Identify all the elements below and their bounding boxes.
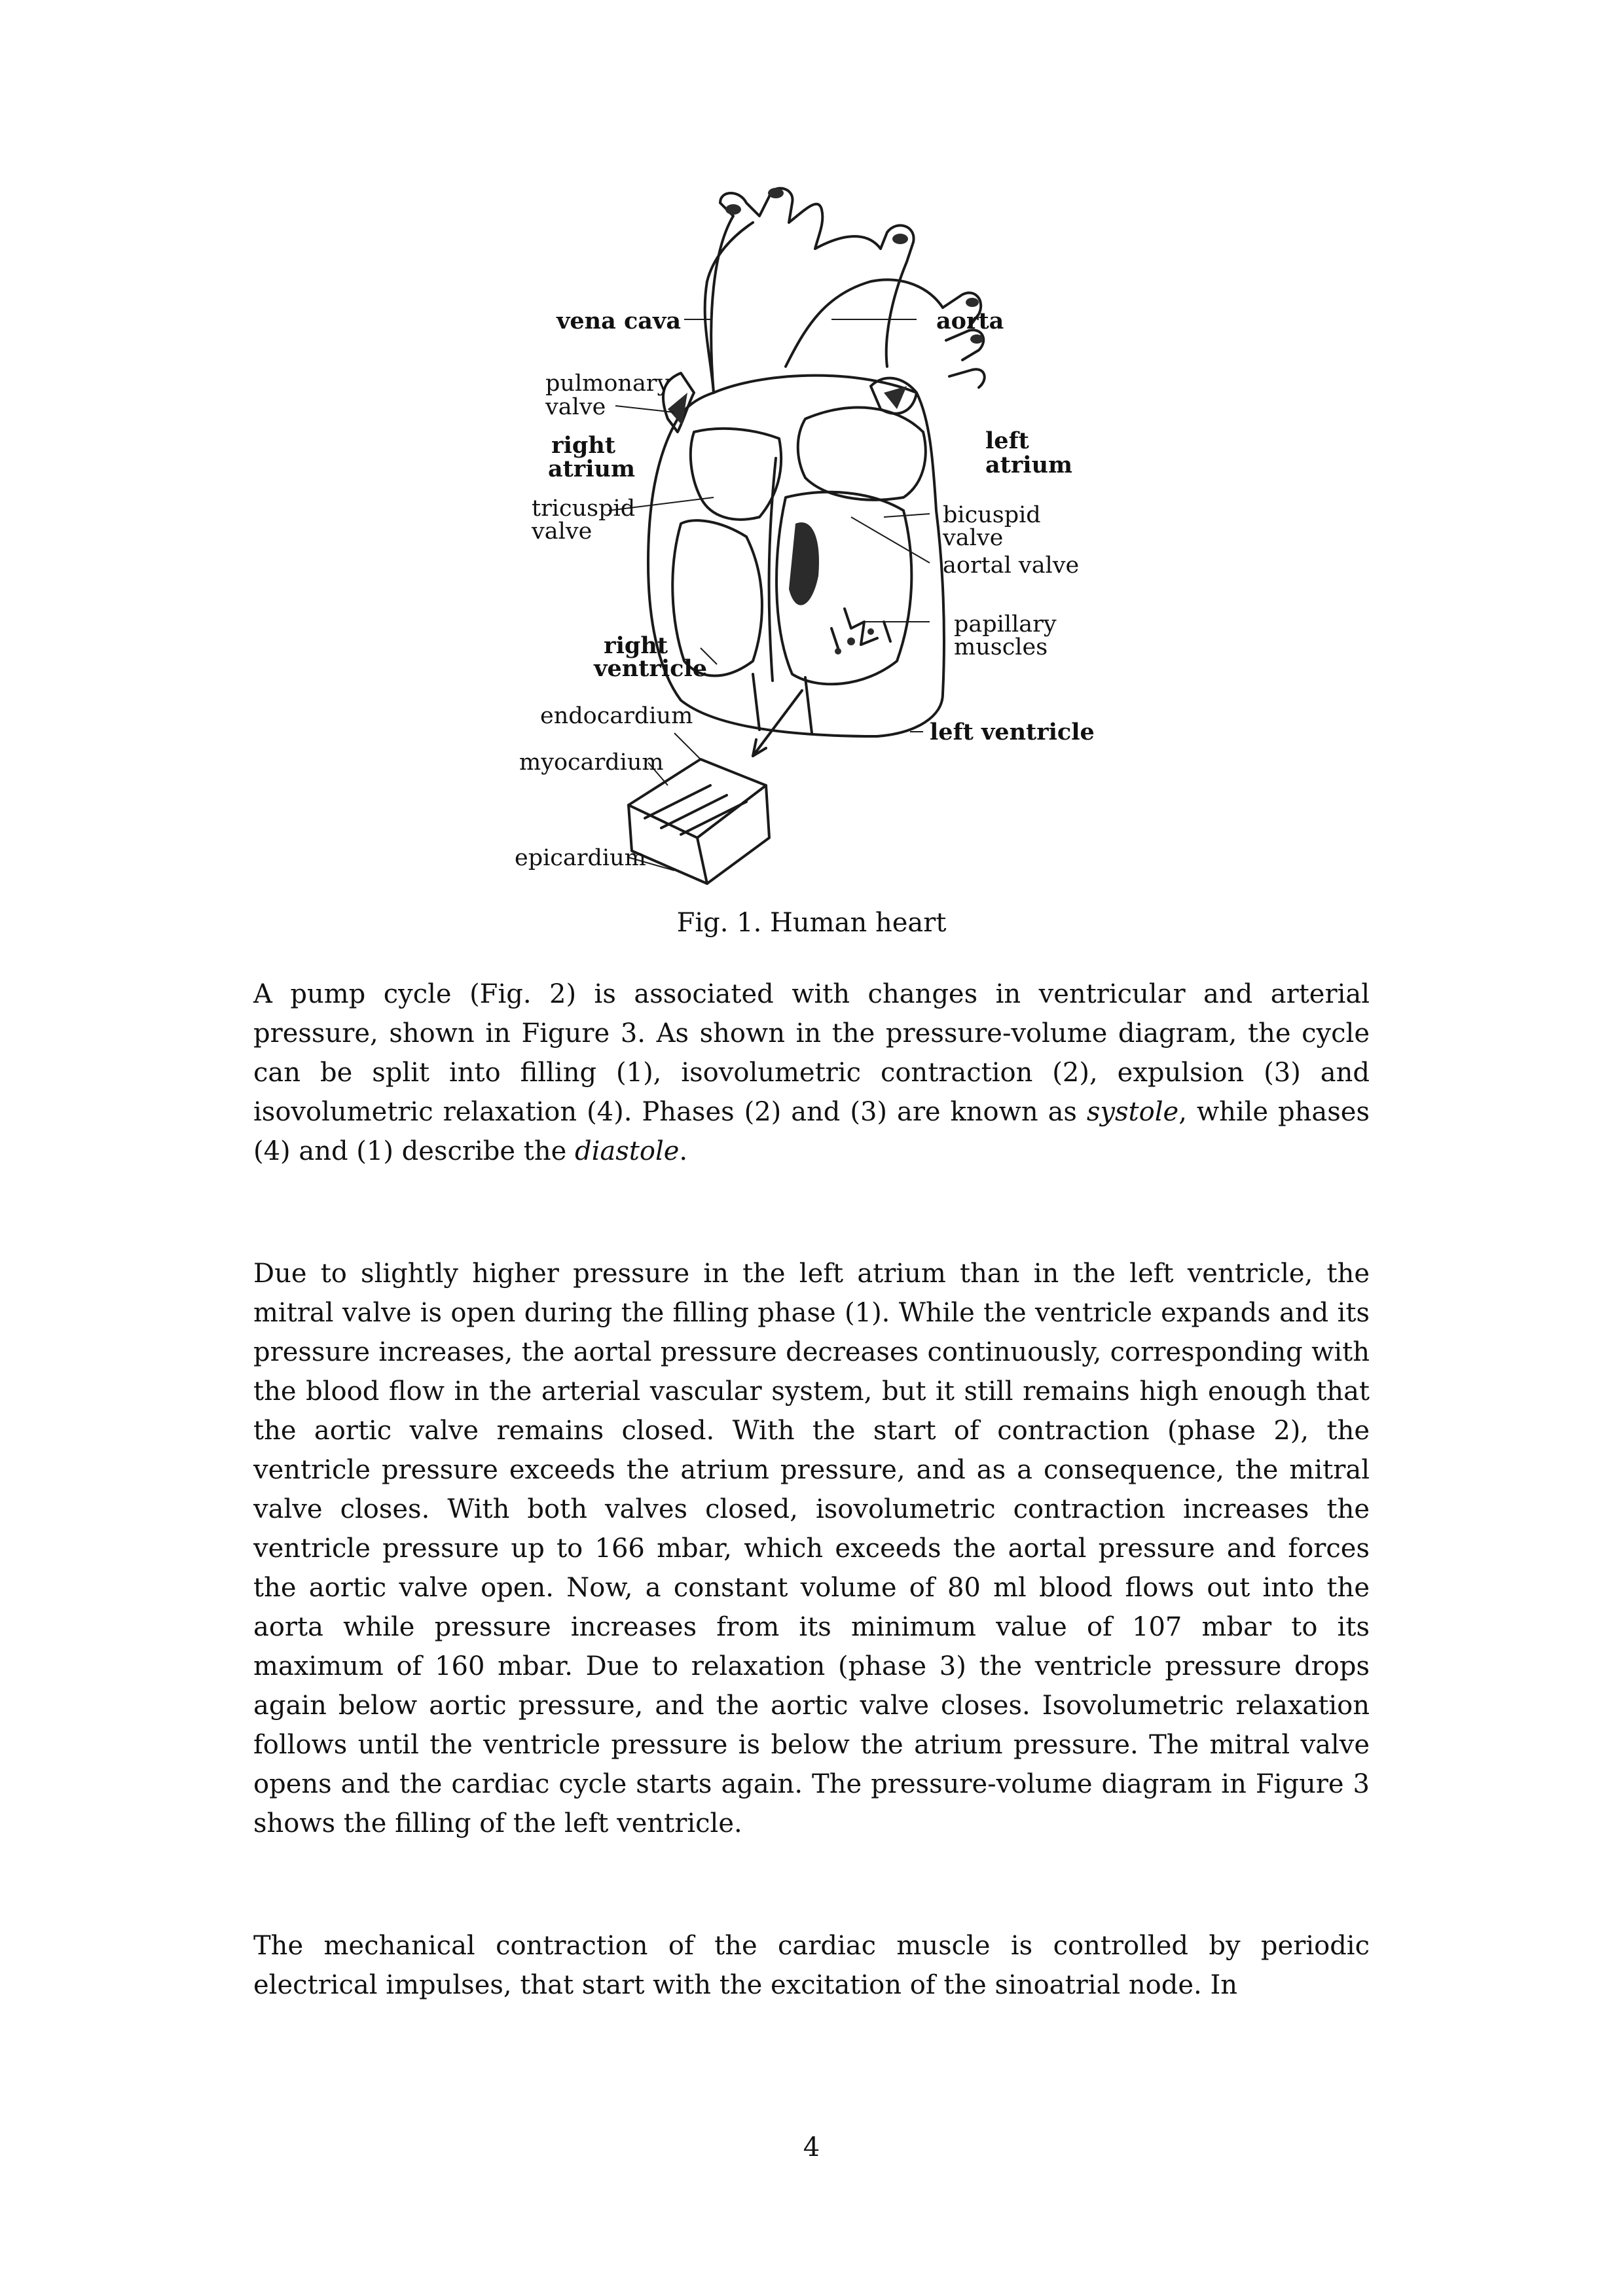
- right-ventricle-chamber: [672, 520, 762, 675]
- vessel-opening-1: [725, 204, 741, 215]
- tissue-arrow: [753, 691, 802, 756]
- label-pulmonary-valve-line2: valve: [545, 394, 606, 420]
- label-pulmonary-valve-line1: pulmonary: [545, 370, 670, 397]
- label-right-atrium-line2: atrium: [547, 456, 635, 482]
- leader-aortal-valve: [851, 517, 930, 563]
- vessel-opening-5: [970, 334, 983, 344]
- heart-diagram: [0, 0, 1623, 916]
- tissue-block-layers: [629, 785, 766, 884]
- valve-leaflet-2: [884, 386, 907, 409]
- label-papillary-muscles-line2: muscles: [954, 634, 1048, 660]
- page-number: 4: [803, 2132, 820, 2162]
- label-tricuspid-valve-line1: tricuspid: [532, 495, 636, 522]
- papillary-muscle-shape: [831, 609, 890, 648]
- label-endocardium: endocardium: [540, 703, 693, 729]
- label-bicuspid-valve-line2: valve: [943, 525, 1004, 551]
- papillary-dot-2: [867, 628, 874, 635]
- label-aorta: aorta: [936, 308, 1004, 334]
- vessel-opening-3: [892, 234, 908, 244]
- figure-caption: Fig. 1. Human heart: [676, 908, 947, 938]
- label-aortal-valve: aortal valve: [943, 552, 1080, 579]
- papillary-dot-1: [847, 637, 855, 645]
- label-right-ventricle-line1: right: [604, 632, 668, 659]
- paragraph-1-part3: .: [679, 1136, 688, 1166]
- paragraph-1-part2: , while phases (4) and (1) describe the: [253, 1097, 1370, 1166]
- ventricle-shadow: [789, 522, 819, 605]
- paragraph-3: The mechanical contraction of the cardiac muscle is controlled by periodic electrical impulses, that start with the excitation of the sinoatrial node. In: [253, 1931, 1370, 2000]
- vessel-opening-4: [966, 298, 979, 307]
- label-epicardium: epicardium: [515, 845, 646, 871]
- label-tricuspid-valve-line2: valve: [532, 518, 593, 545]
- paragraph-1: [253, 975, 1370, 1171]
- label-papillary-muscles-line1: papillary: [954, 611, 1057, 637]
- label-right-ventricle-line2: ventricle: [594, 655, 707, 682]
- right-atrium-chamber: [691, 429, 781, 520]
- label-myocardium: myocardium: [519, 749, 664, 776]
- vessel-opening-2: [768, 188, 784, 198]
- leader-endocardium: [674, 733, 701, 759]
- paragraph-2: Due to slightly higher pressure in the left atrium than in the left ventricle, the mitral valve is open during the filling phase (1). While the ventricle expands and its pressure increases, the aortal pressure decreases continuously, corresponding with the blood flow in the arterial vascular system, but it still remains high enough that the aortic valve remains closed. With the start of contraction (phase 2), the ventricle pressure exceeds the atrium pressure, and as a consequence, the mitral valve closes. With both valves closed, isovolumetric contraction increases the ventricle pressure up to 166 mbar, which exceeds the aortal pressure and forces the aortic valve open. Now, a constant volume of 80 ml blood flows out into the aorta while pressure increases from its minimum value of 107 mbar to its maximum of 160 mbar. Due to relaxation (phase 3) the ventricle pressure drops again below aortic pressure, and the aortic valve closes. Isovolumetric relaxation follows until the ventricle pressure is below the atrium pressure. The mitral valve opens and the cardiac cycle starts again. The pressure-volume diagram in Figure 3 shows the filling of the left ventricle.: [253, 1259, 1370, 1839]
- label-left-ventricle: left ventricle: [930, 719, 1095, 745]
- label-bicuspid-valve-line1: bicuspid: [943, 502, 1041, 528]
- leader-bicuspid-valve: [884, 514, 930, 517]
- term-systole: systole: [1086, 1097, 1179, 1127]
- term-diastole: diastole: [575, 1136, 680, 1166]
- papillary-dot-3: [835, 648, 841, 655]
- heart-figure: [0, 0, 1623, 956]
- label-left-atrium-line1: left: [985, 427, 1029, 454]
- label-vena-cava: vena cava: [556, 308, 681, 334]
- aorta-arch: [711, 188, 913, 393]
- label-left-atrium-line2: atrium: [985, 452, 1073, 478]
- label-right-atrium-line1: right: [551, 432, 615, 459]
- pulmonary-artery: [786, 279, 943, 367]
- tissue-block: [629, 759, 769, 884]
- left-atrium-chamber: [798, 408, 926, 500]
- paragraph-1-part1: A pump cycle (Fig. 2) is associated with changes in ventricular and arterial pressure, shown in Figure 3. As shown in the pressure-volume diagram, the cycle can be split into filling (1), isovolumetric contraction (2), expulsion (3) and isovolumetric relaxation (4). Phases (2) and (3) are known as: [253, 979, 1370, 1127]
